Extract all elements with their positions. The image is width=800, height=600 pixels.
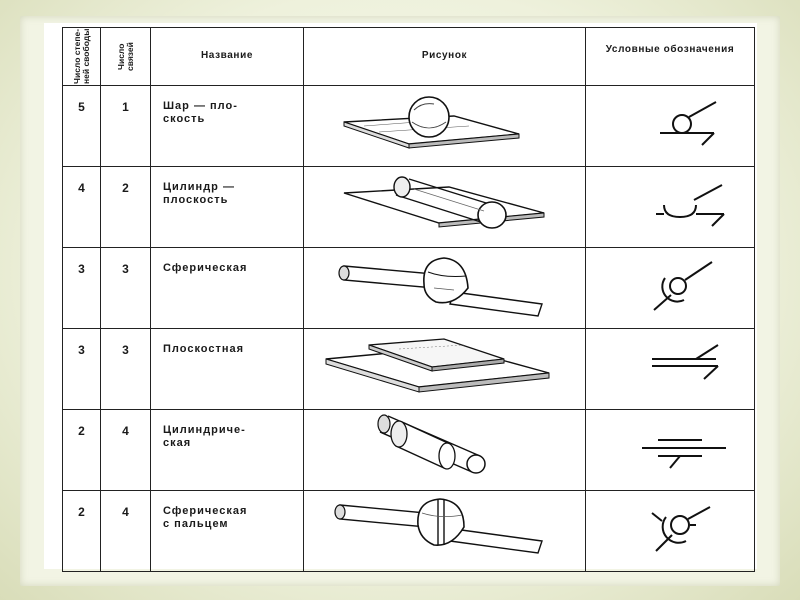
- figure-cell: [304, 410, 586, 491]
- kinematic-pairs-table: [62, 27, 755, 572]
- dof-cell: 3: [63, 248, 101, 329]
- symbol-cell: [586, 329, 755, 410]
- symbol-cell: [586, 86, 755, 167]
- header-links-text: Число связей: [115, 42, 135, 71]
- figure-cell: [304, 248, 586, 329]
- name-cell: Сферическая с пальцем: [151, 491, 304, 572]
- header-name: Название: [151, 28, 304, 86]
- header-dof-text: Число степе-ней свободы: [71, 28, 91, 85]
- symbol-cell: [586, 410, 755, 491]
- header-dof: [63, 28, 101, 86]
- header-figure: Рисунок: [304, 28, 586, 86]
- header-links: [101, 28, 151, 86]
- header-symbol: Условные обозначения: [586, 28, 755, 86]
- header-row: [63, 28, 755, 86]
- figure-cell: [304, 491, 586, 572]
- figure-cell: [304, 329, 586, 410]
- cylindrical-joint-drawing: [304, 410, 586, 490]
- dof-cell: 2: [63, 491, 101, 572]
- links-cell: 4: [101, 410, 151, 491]
- symbol-cell: [586, 491, 755, 572]
- spherical-pin-joint-drawing: [304, 491, 586, 571]
- cylinder-plane-symbol-drawing: [586, 167, 755, 247]
- symbol-cell: [586, 248, 755, 329]
- planar-joint-drawing: [304, 329, 586, 409]
- name-cell: Цилиндр — плоскость: [151, 167, 304, 248]
- figure-cell: [304, 167, 586, 248]
- table-row: [63, 410, 755, 491]
- spherical-symbol-drawing: [586, 248, 755, 328]
- dof-cell: 4: [63, 167, 101, 248]
- ball-on-plane-drawing: [304, 86, 586, 166]
- table-row: [63, 248, 755, 329]
- name-cell: Шар — пло- скость: [151, 86, 304, 167]
- cylindrical-symbol-drawing: [586, 410, 755, 490]
- table-row: [63, 86, 755, 167]
- table-row: [63, 491, 755, 572]
- dof-cell: 3: [63, 329, 101, 410]
- links-cell: 4: [101, 491, 151, 572]
- table-row: [63, 329, 755, 410]
- name-cell: Плоскостная: [151, 329, 304, 410]
- links-cell: 1: [101, 86, 151, 167]
- name-cell: Сферическая: [151, 248, 304, 329]
- links-cell: 2: [101, 167, 151, 248]
- figure-cell: [304, 86, 586, 167]
- cylinder-on-plane-drawing: [304, 167, 586, 247]
- links-cell: 3: [101, 248, 151, 329]
- spherical-joint-drawing: [304, 248, 586, 328]
- symbol-cell: [586, 167, 755, 248]
- links-cell: 3: [101, 329, 151, 410]
- dof-cell: 5: [63, 86, 101, 167]
- spherical-pin-symbol-drawing: [586, 491, 755, 571]
- dof-cell: 2: [63, 410, 101, 491]
- name-cell: Цилиндриче- ская: [151, 410, 304, 491]
- table-row: [63, 167, 755, 248]
- ball-plane-symbol-drawing: [586, 86, 755, 166]
- planar-symbol-drawing: [586, 329, 755, 409]
